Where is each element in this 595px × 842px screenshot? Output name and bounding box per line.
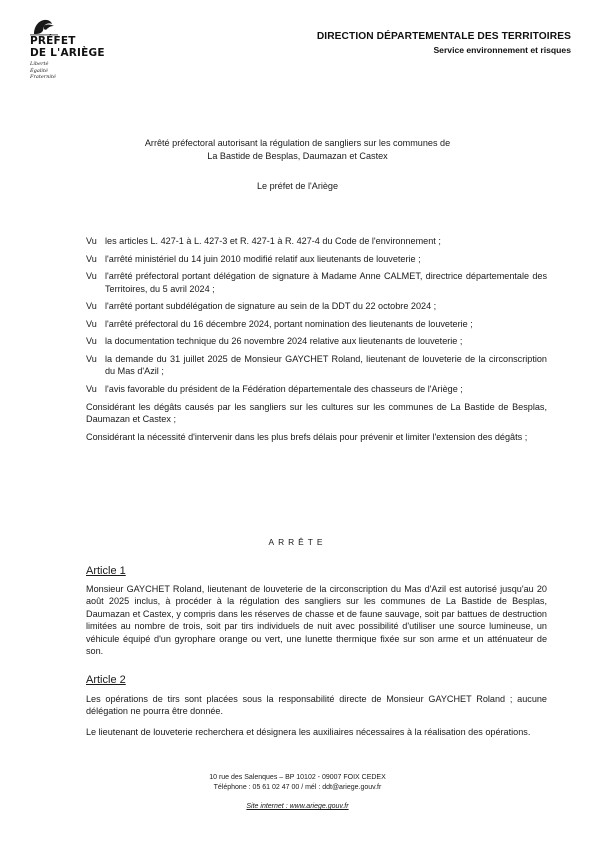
visa-label: Vu [86,383,97,394]
article-1-text: Monsieur GAYCHET Roland, lieutenant de louveterie de la circonscription du Mas d'Azil est autorisé jusqu'au 20 août 2025 inclus, à procéder à la régulation des sangliers sur les communes de La Bastide de Besplas, Daumazan et Castex, y compris dans les réserves de chasse et de faune sauvage, soit par battues de destruction limitées au nombre de trois, soit par tirs individuels de nuit avec possibilité d'utiliser une source lumineuse, un véhicule équipé d'un gyrophare orange ou vert, une lunette thermique fixée sur son arme et un atténuateur de son. [86,584,547,657]
republic-motto [30,61,120,81]
motto-egalite: Égalité [30,67,48,74]
visa-item [86,300,547,312]
service-name: Service environnement et risques [433,45,571,55]
arrete-heading: ARRÊTE [268,537,327,547]
footer-address: 10 rue des Salenques – BP 10102 - 09007 FOIX CEDEX [209,774,386,781]
visa-label: Vu [86,271,97,282]
logo-line-2: DE L'ARIÈGE [30,46,105,59]
visa-item [86,335,547,347]
visa-label: Vu [86,236,97,246]
visa-label: Vu [86,318,97,329]
footer-phone-email: Téléphone : 05 61 02 47 00 / mél : ddt@ariege.gouv.fr [213,784,382,791]
visa-label: Vu [86,253,97,264]
visa-text: l'arrêté portant subdélégation de signature au sein de la DDT du 22 octobre 2024 ; [105,301,437,312]
footer-contact [0,773,595,793]
article-2-heading: Article 2 [86,674,126,686]
visa-item [86,383,547,395]
visa-item [86,318,547,330]
considerant-text: Considérant la nécessité d'intervenir dans les plus brefs délais pour prévenir et limiter l'extension des dégâts ; [86,431,528,442]
article-2-paragraph-1: Les opérations de tirs sont placées sous la responsabilité directe de Monsieur GAYCHET Roland ; aucune délégation ne pourra être donnée. [86,694,547,717]
marianne-emblem-icon [30,18,58,36]
direction-name: DIRECTION DÉPARTEMENTALE DES TERRITOIRES [316,31,571,42]
visa-label: Vu [86,336,97,347]
visa-text: la documentation technique du 26 novembre 2024 relative aux lieutenants de louveterie ; [105,336,463,347]
visa-label: Vu [86,353,97,364]
title-line-2: La Bastide de Besplas, Daumazan et Castex [207,151,388,161]
considerant-text: Considérant les dégâts causés par les sangliers sur les cultures sur les communes de La Bastide de Besplas, Daumazan et Castex ; [86,401,547,424]
considerant-item [86,431,547,443]
article-2-paragraph-2: Le lieutenant de louveterie recherchera et désignera les auxiliaires nécessaires à la réalisation des opérations. [86,727,531,737]
visa-item [86,253,547,265]
website-link[interactable]: Site internet : www.ariege.gouv.fr [246,803,349,810]
document-title [80,137,515,163]
visa-text: l'arrêté préfectoral portant délégation de signature à Madame Anne CALMET, directrice départementale des Territoires, du 5 avril 2024 ; [105,271,547,294]
visa-text: les articles L. 427-1 à L. 427-3 et R. 427-1 à R. 427-4 du Code de l'environnement ; [105,236,441,246]
article-1-heading: Article 1 [86,565,126,577]
motto-fraternite: Fraternité [30,74,56,80]
visa-text: l'arrêté préfectoral du 16 décembre 2024, portant nomination des lieutenants de louveterie ; [105,318,473,329]
visa-label: Vu [86,301,97,312]
visa-item [86,235,547,247]
visa-text: la demande du 31 juillet 2025 de Monsieur GAYCHET Roland, lieutenant de louveterie de la circonscription du Mas d'Azil ; [105,353,547,377]
visa-text: l'arrêté ministériel du 14 juin 2010 modifié relatif aux lieutenants de louveterie ; [105,253,421,264]
visas-list [86,235,547,448]
visa-text: l'avis favorable du président de la Fédération départementale des chasseurs de l'Ariège ; [105,383,463,394]
visa-item [86,270,547,295]
prefecture-logo [30,18,120,81]
visa-item [86,353,547,378]
prefet-heading: Le préfet de l'Ariège [256,181,339,191]
considerant-item [86,401,547,426]
logo-line-1: PRÉFET [30,35,76,47]
motto-liberte: Liberté [30,61,49,67]
title-line-1: Arrêté préfectoral autorisant la régulation de sangliers sur les communes de [144,138,451,148]
issuing-direction [317,31,571,55]
